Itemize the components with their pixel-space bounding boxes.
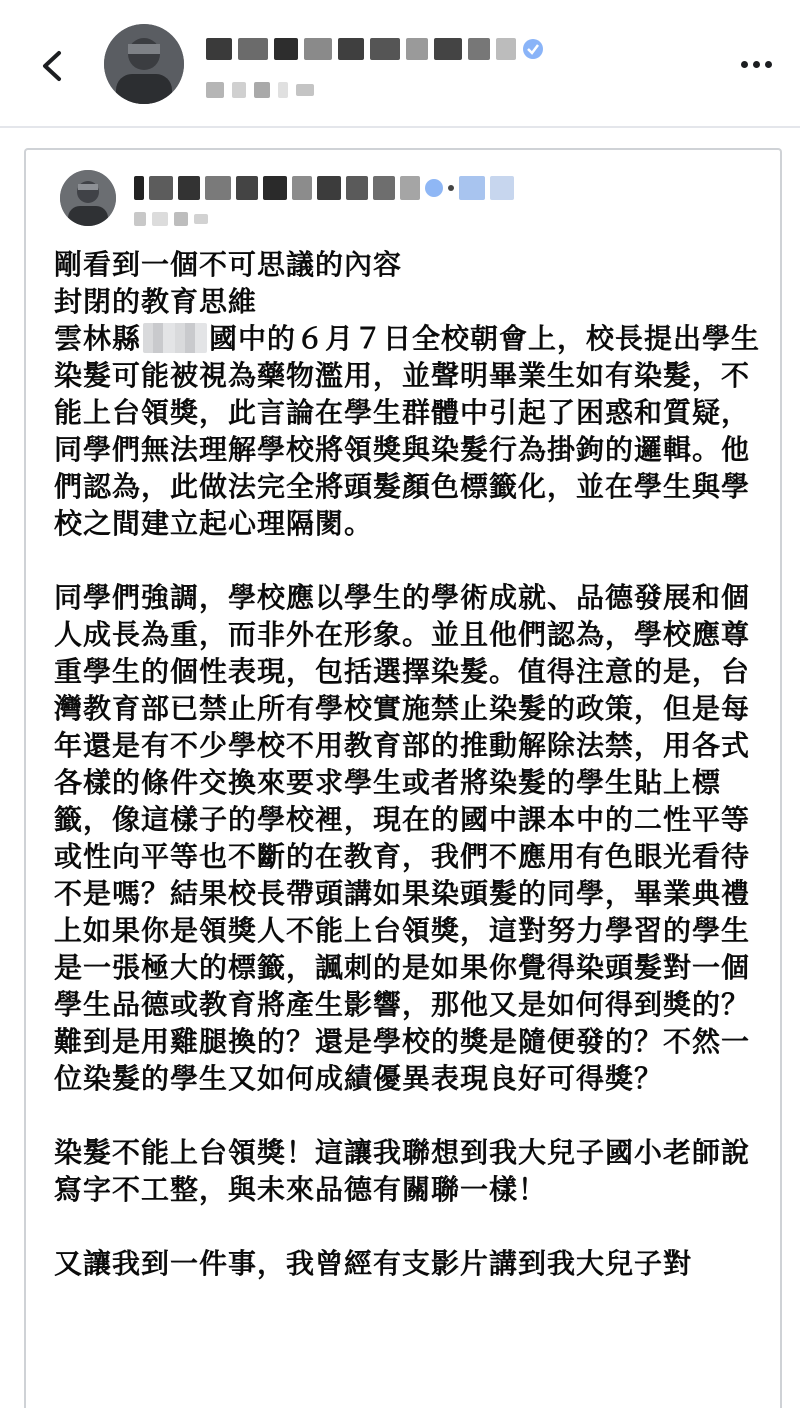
chevron-left-icon [37,49,67,83]
redacted-school-name [143,323,207,353]
author-name-blurred[interactable] [206,36,544,62]
post-line: 剛看到一個不可思議的內容 [54,248,403,281]
post-paragraph [54,320,764,542]
shared-author-avatar[interactable] [60,170,116,226]
more-options-button[interactable] [734,46,778,82]
back-button[interactable] [28,42,76,90]
verified-badge-icon [522,38,544,60]
post-line: 封閉的教育思維 [54,285,258,318]
post-text-suffix: 國中的６月７日全校朝會上，校長提出學生染髮可能被視為藥物濫用，並聲明畢業生如有染髮，不能上台領獎，此言論在學生群體中引起了困惑和質疑，同學們無法理解學校將領獎與染髮行為掛鉤的邏輯。他們認為，此做法完全將頭髮顏色標籤化，並在學生與學校之間建立起心理隔閡。 [54,322,761,540]
post-paragraph: 又讓我到一件事，我曾經有支影片講到我大兒子對 [54,1247,693,1280]
top-app-bar [0,0,800,128]
author-avatar[interactable] [104,24,184,104]
shared-author-name-blurred[interactable] [134,176,514,200]
more-horizontal-icon [741,61,748,68]
shared-post-card[interactable] [24,148,782,1408]
post-meta-blurred [206,82,314,98]
post-paragraph: 染髮不能上台領獎！這讓我聯想到我大兒子國小老師說寫字不工整，與未來品德有關聯一樣！ [54,1136,751,1206]
post-paragraph: 同學們強調，學校應以學生的學術成就、品德發展和個人成長為重，而非外在形象。並且他們認為，學校應尊重學生的個性表現，包括選擇染髮。值得注意的是，台灣教育部已禁止所有學校實施禁止染髮的政策，但是每年還是有不少學校不用教育部的推動解除法禁，用各式各樣的條件交換來要求學生或者將染髮的學生貼上標籤，像這樣子的學校裡，現在的國中課本中的二性平等或性向平等也不斷的在教育，我們不應用有色眼光看待不是嗎？結果校長帶頭講如果染頭髮的同學，畢業典禮上如果你是領獎人不能上台領獎，這對努力學習的學生是一張極大的標籤，諷刺的是如果你覺得染頭髮對一個學生品德或教育將產生影響，那他又是如何得到獎的？難到是用雞腿換的？還是學校的獎是隨便發的？不然一位染髮的學生又如何成績優異表現良好可得獎？ [54,581,751,1095]
post-text-prefix: 雲林縣 [54,322,142,355]
shared-post-timestamp-blurred [134,212,208,226]
post-body-text [54,246,764,1282]
